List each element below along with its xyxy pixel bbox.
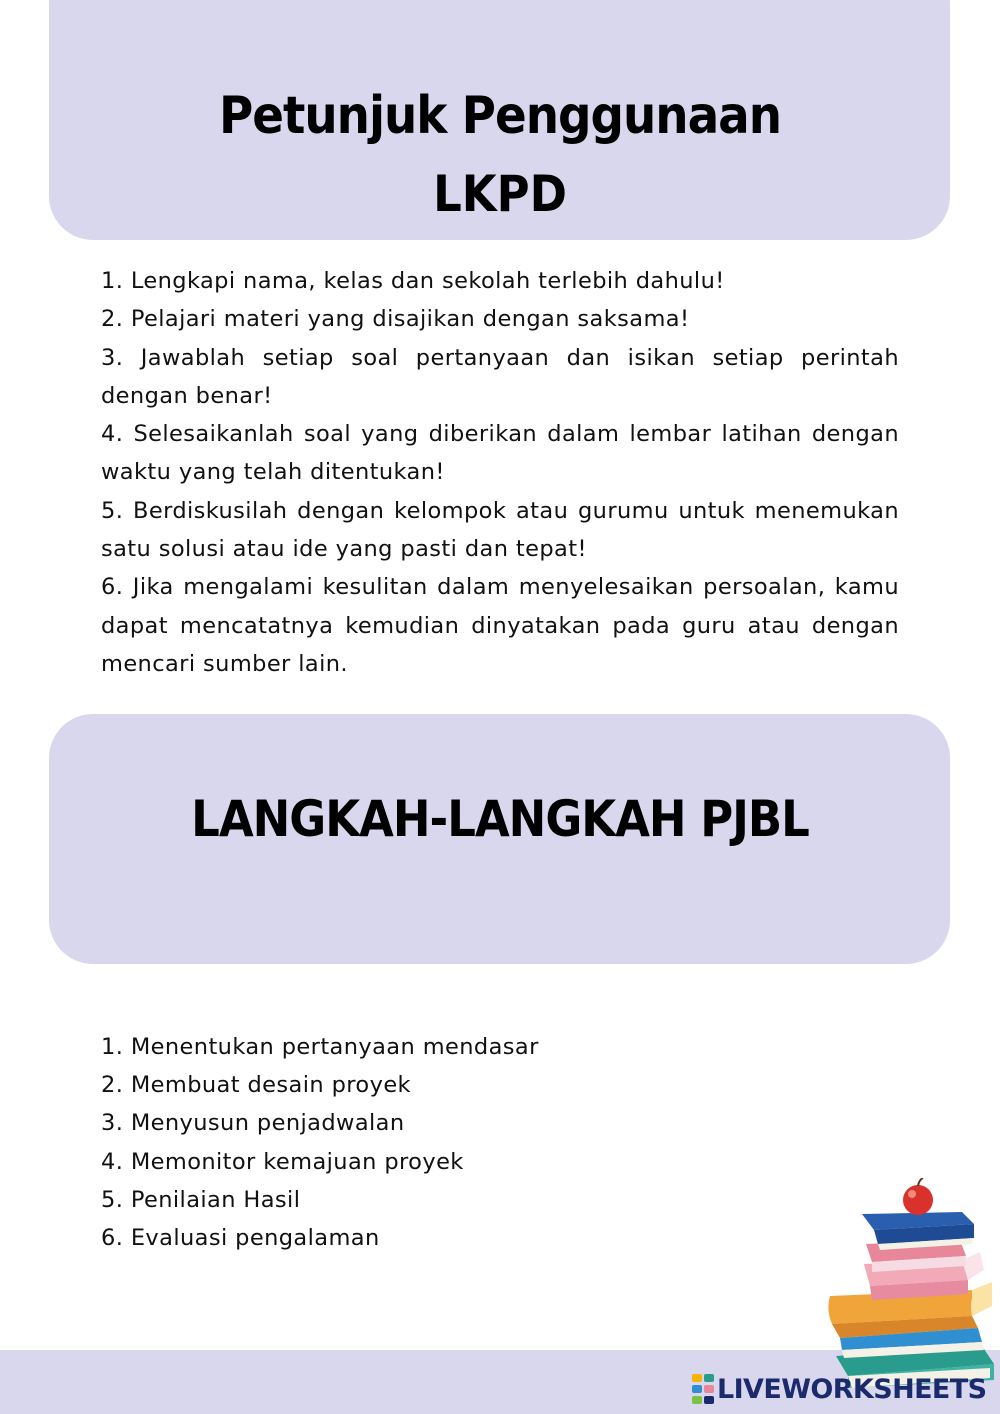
- instruction-item: 1. Lengkapi nama, kelas dan sekolah terlebih dahulu!: [101, 268, 725, 294]
- blue-book: [862, 1212, 974, 1250]
- page-subtitle: LKPD: [433, 165, 567, 223]
- step-item: 3. Menyusun penjadwalan: [101, 1110, 405, 1137]
- page-title: Petunjuk Penggunaan: [218, 86, 782, 146]
- instruction-item: 2. Pelajari materi yang disajikan dengan saksama!: [101, 306, 690, 333]
- step-item: 2. Membuat desain proyek: [101, 1072, 411, 1099]
- liveworksheets-icon: [692, 1374, 714, 1404]
- steps-title: LANGKAH-LANGKAH PJBL: [191, 790, 809, 848]
- instruction-item: 6. Jika mengalami kesulitan dalam menyelesaikan persoalan, kamu dapat mencatatnya kemudian dinyatakan pada guru atau dengan mencari sumber lain.: [101, 574, 899, 677]
- step-item: 1. Menentukan pertanyaan mendasar: [101, 1034, 539, 1060]
- apple-icon: [903, 1178, 933, 1215]
- steps-list: [101, 1028, 801, 1257]
- book-stack-illustration: [822, 1178, 1000, 1388]
- instructions-list: [101, 262, 899, 683]
- instruction-item: 3. Jawablah setiap soal pertanyaan dan isikan setiap perintah dengan benar!: [101, 344, 899, 409]
- step-item: 5. Penilaian Hasil: [101, 1186, 301, 1213]
- step-item: 6. Evaluasi pengalaman: [101, 1225, 380, 1252]
- brand-name: LIVEWORKSHEETS: [717, 1373, 987, 1405]
- step-item: 4. Memonitor kemajuan proyek: [101, 1148, 464, 1175]
- brand-logo: [692, 1372, 986, 1406]
- instruction-item: 4. Selesaikanlah soal yang diberikan dalam lembar latihan dengan waktu yang telah ditentukan!: [101, 421, 899, 486]
- instruction-item: 5. Berdiskusilah dengan kelompok atau gurumu untuk menemukan satu solusi atau ide yang pasti dan tepat!: [101, 497, 899, 563]
